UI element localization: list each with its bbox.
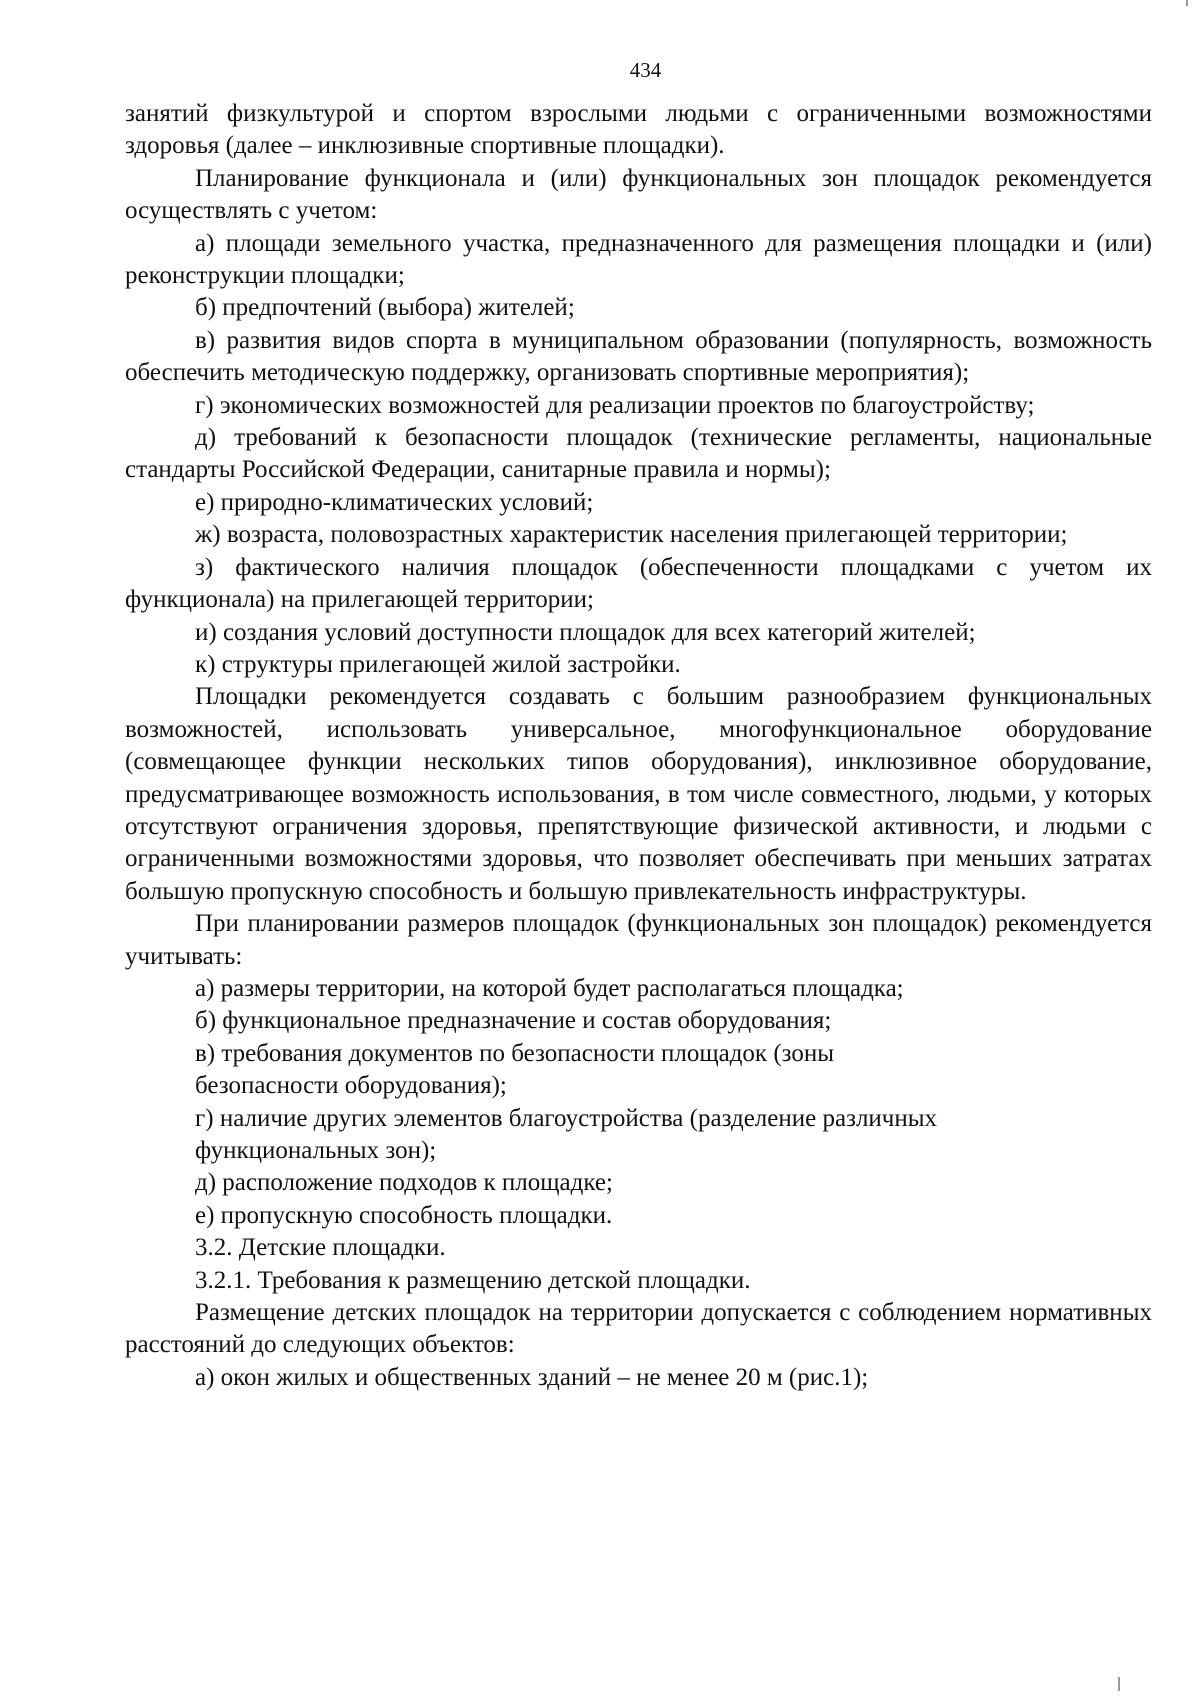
list-item: в) требования документов по безопасности площадок (зоны безопасности оборудования); — [195, 1039, 835, 1100]
list-item: а) окон жилых и общественных зданий – не менее 20 м (рис.1); — [195, 1363, 869, 1391]
list-item: а) размеры территории, на которой будет располагаться площадка; — [195, 974, 904, 1002]
list-item: ж) возраста, половозрастных характеристик населения прилегающей территории; — [195, 521, 1068, 549]
scan-mark — [1118, 1677, 1120, 1691]
list-item: з) фактического наличия площадок (обеспеченности площадками с учетом их функционала) на прилегающей территории; — [125, 553, 1152, 614]
list-item: и) создания условий доступности площадок для всех категорий жителей; — [195, 618, 976, 646]
list-item: в) развития видов спорта в муниципальном образовании (популярность, возможность обеспечить методическую поддержку, организовать спортивные мероприятия); — [125, 326, 1152, 387]
paragraph: Площадки рекомендуется создавать с большим разнообразием функциональных возможностей, использовать универсальное, многофункциональное оборудование (совмещающее функции нескольких типов оборудования), инклюзивное оборудование, предусматривающее возможность использования, в том числе совместного, людьми, у которых отсутствуют ограничения здоровья, препятствующие физической активности, и людьми с ограниченными возможностями здоровья, что позволяет обеспечивать при меньших затратах большую пропускную способность и большую привлекательность инфраструктуры. — [125, 683, 1152, 905]
page-number: 434 — [629, 58, 662, 82]
list-item: е) пропускную способность площадки. — [195, 1201, 613, 1229]
paragraph: При планировании размеров площадок (функциональных зон площадок) рекомендуется учитывать: — [125, 910, 1152, 970]
list-item: г) экономических возможностей для реализации проектов по благоустройству; — [195, 391, 1035, 419]
scan-mark — [1186, 0, 1188, 6]
size-list — [125, 973, 1152, 1232]
list-item: д) расположение подходов к площадке; — [195, 1169, 613, 1197]
paragraph: занятий физкультурой и спортом взрослыми людьми с ограниченными возможностями здоровья (далее – инклюзивные спортивные площадки). — [125, 100, 1152, 160]
paragraph: Размещение детских площадок на территории допускается с соблюдением нормативных расстояний до следующих объектов: — [125, 1299, 1152, 1359]
paragraph: Планирование функционала и (или) функциональных зон площадок рекомендуется осуществлять с учетом: — [125, 164, 1152, 225]
list-item: г) наличие других элементов благоустройства (разделение различных функциональных зон); — [195, 1104, 938, 1164]
list-item: к) структуры прилегающей жилой застройки. — [195, 650, 681, 678]
section-heading: 3.2. Детские площадки. — [195, 1234, 446, 1262]
list-item: д) требований к безопасности площадок (технические регламенты, национальные стандарты Российской Федерации, санитарные правила и нормы); — [125, 424, 1152, 484]
list-item: б) функциональное предназначение и состав оборудования; — [195, 1007, 832, 1035]
document-page — [125, 58, 1152, 1394]
list-item: а) площади земельного участка, предназначенного для размещения площадки и (или) реконструкции площадки; — [125, 229, 1152, 290]
subsection-heading: 3.2.1. Требования к размещению детской площадки. — [195, 1266, 751, 1294]
list-item: б) предпочтений (выбора) жителей; — [195, 294, 575, 322]
list-item: е) природно-климатических условий; — [195, 488, 594, 516]
